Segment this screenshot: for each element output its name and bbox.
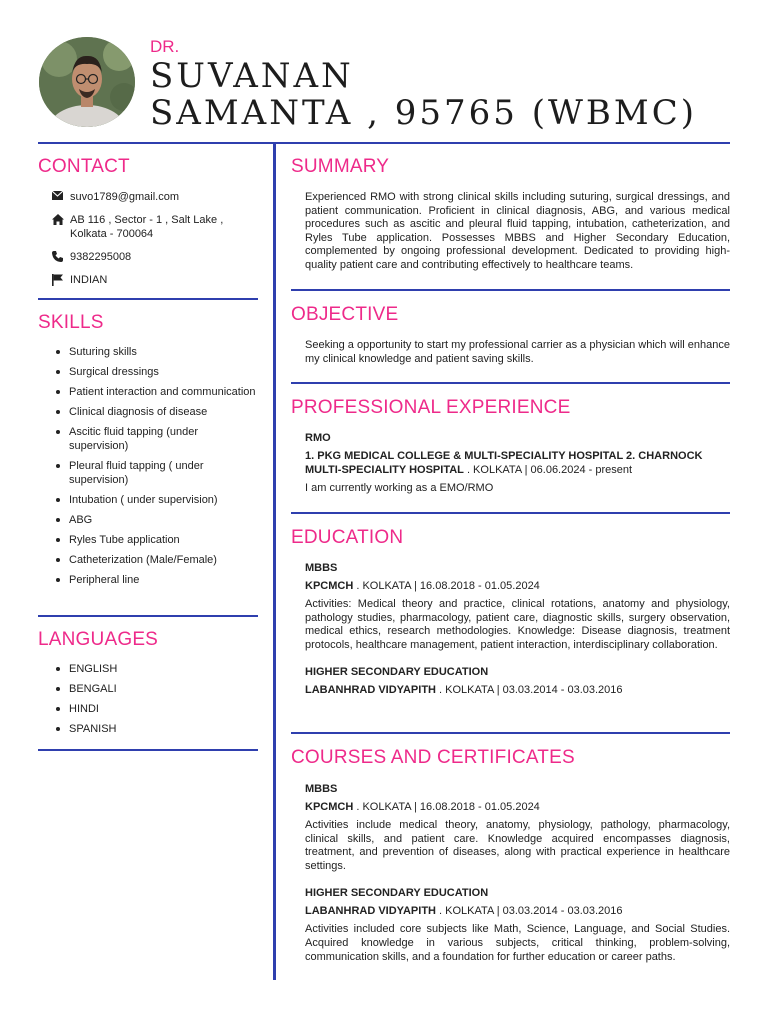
list-item: Clinical diagnosis of disease: [38, 405, 258, 419]
summary-divider: [291, 289, 730, 291]
course-institution-line: [305, 800, 730, 814]
list-item: Surgical dressings: [38, 365, 258, 379]
list-item: Ryles Tube application: [38, 533, 258, 547]
courses-heading: COURSES AND CERTIFICATES: [291, 747, 575, 768]
contact-phone[interactable]: [52, 250, 258, 264]
candidate-name: [150, 58, 697, 132]
list-item: Ascitic fluid tapping (under supervision): [38, 425, 258, 453]
skills-divider: [38, 615, 258, 617]
phone-text: 9382295008: [70, 251, 132, 263]
education-degree: MBBS: [305, 562, 338, 574]
skills-heading: SKILLS: [38, 312, 104, 333]
home-icon: [52, 213, 70, 225]
list-item: Intubation ( under supervision): [38, 493, 258, 507]
contact-nationality: [52, 273, 258, 287]
education-institution-line: [305, 683, 730, 697]
course-institution: LABANHRAD VIDYAPITH: [305, 905, 436, 918]
contact-email[interactable]: [52, 190, 258, 204]
objective-heading: OBJECTIVE: [291, 304, 399, 325]
education-details: . KOLKATA | 03.03.2014 - 03.03.2016: [436, 684, 623, 697]
list-item: Suturing skills: [38, 345, 258, 359]
experience-details: . KOLKATA | 06.06.2024 - present: [463, 464, 633, 476]
contact-address: [52, 213, 258, 241]
list-item: Patient interaction and communication: [38, 385, 258, 399]
education-institution: LABANHRAD VIDYAPITH: [305, 684, 436, 697]
name-line-1: SUVANAN: [150, 56, 354, 96]
list-item: Peripheral line: [38, 573, 258, 587]
experience-employer: 1. PKG MEDICAL COLLEGE & MULTI-SPECIALITY HOSPITAL 2. CHARNOCK MULTI-SPECIALITY HOSPITAL: [305, 450, 703, 476]
phone-icon: [52, 250, 70, 262]
languages-list: [38, 662, 258, 736]
objective-section: [291, 304, 730, 366]
experience-heading: PROFESSIONAL EXPERIENCE: [291, 397, 571, 418]
experience-employer-line: [305, 449, 730, 477]
contact-heading: CONTACT: [38, 156, 130, 177]
languages-section: [38, 629, 258, 742]
list-item: Pleural fluid tapping ( under supervision): [38, 459, 258, 487]
languages-heading: LANGUAGES: [38, 629, 159, 650]
column-divider: [273, 142, 276, 980]
list-item: ENGLISH: [38, 662, 258, 676]
objective-text: Seeking a opportunity to start my professional carrier as a physician which will enhance my clinical knowledge and patient saving skills.: [305, 339, 730, 365]
experience-role: RMO: [305, 432, 331, 444]
skills-section: [38, 312, 258, 593]
course-degree: HIGHER SECONDARY EDUCATION: [305, 887, 489, 900]
contact-divider: [38, 298, 258, 300]
list-item: Catheterization (Male/Female): [38, 553, 258, 567]
experience-section: [291, 397, 730, 495]
course-details: . KOLKATA | 03.03.2014 - 03.03.2016: [436, 905, 623, 918]
experience-divider: [291, 512, 730, 514]
course-degree: MBBS: [305, 783, 338, 795]
profile-photo: [39, 37, 135, 127]
experience-note: I am currently working as a EMO/RMO: [305, 482, 494, 494]
course-institution: KPCMCH: [305, 801, 354, 813]
list-item: HINDI: [38, 702, 258, 716]
education-institution: KPCMCH: [305, 580, 354, 592]
education-institution-line: [305, 579, 730, 593]
list-item: SPANISH: [38, 722, 258, 736]
nationality-text: INDIAN: [70, 274, 108, 286]
education-divider: [291, 732, 730, 734]
skills-list: [38, 345, 258, 587]
summary-section: [291, 156, 730, 273]
flag-icon: [52, 273, 70, 286]
education-degree: HIGHER SECONDARY EDUCATION: [305, 666, 489, 679]
course-description: Activities include medical theory, anatomy, physiology, pathology, pharmacology, clinical skills, and patient care. Knowledge acquired encompasses diagnosis, treatment, and prevention of diseases, along with practical experience in healthcare settings.: [305, 819, 730, 872]
summary-heading: SUMMARY: [291, 156, 390, 177]
languages-divider: [38, 749, 258, 751]
email-text: suvo1789@gmail.com: [70, 191, 179, 203]
course-institution-line: [305, 904, 730, 918]
header-divider: [38, 142, 730, 144]
envelope-icon: [52, 190, 70, 200]
list-item: BENGALI: [38, 682, 258, 696]
course-description: Activities included core subjects like Math, Science, Language, and Social Studies. Acquired knowledge in various subjects, critical thinking, problem-solving, communication skills, and a foundation for further education or career paths.: [305, 923, 730, 963]
objective-divider: [291, 382, 730, 384]
address-text: AB 116 , Sector - 1 , Salt Lake , Kolkata - 700064: [70, 214, 224, 240]
courses-section: [291, 747, 730, 964]
name-line-2: SAMANTA , 95765 (WBMC): [150, 93, 698, 133]
course-details: . KOLKATA | 16.08.2018 - 01.05.2024: [353, 801, 540, 813]
summary-text: Experienced RMO with strong clinical skills including suturing, surgical dressings, and patient communication. Proficient in clinical diagnosis, ABG, and various medical procedures such as ascitic and pleural fluid tapping, intubation, catheterization, and Ryles Tube application. Possesses MBBS and Higher Secondary Education, complemented by ongoing professional development. Dedicated to providing high-quality patient care and contributing effectively to healthcare teams.: [305, 191, 730, 271]
list-item: ABG: [38, 513, 258, 527]
contact-section: [38, 156, 258, 287]
name-prefix: DR.: [150, 37, 180, 56]
education-description: Activities: Medical theory and practice, clinical rotations, anatomy and physiology, pathology studies, pharmacology, patient care, diagnostic skills, surgery observation, medical ethics, research methodologies. Knowledge: Disease diagnosis, treatment protocols, healthcare management, patient interaction, interdisciplinary collaboration.: [305, 598, 730, 651]
profile-photo-image: [39, 37, 135, 127]
education-section: [291, 527, 730, 697]
education-heading: EDUCATION: [291, 527, 404, 548]
education-details: . KOLKATA | 16.08.2018 - 01.05.2024: [353, 580, 540, 592]
